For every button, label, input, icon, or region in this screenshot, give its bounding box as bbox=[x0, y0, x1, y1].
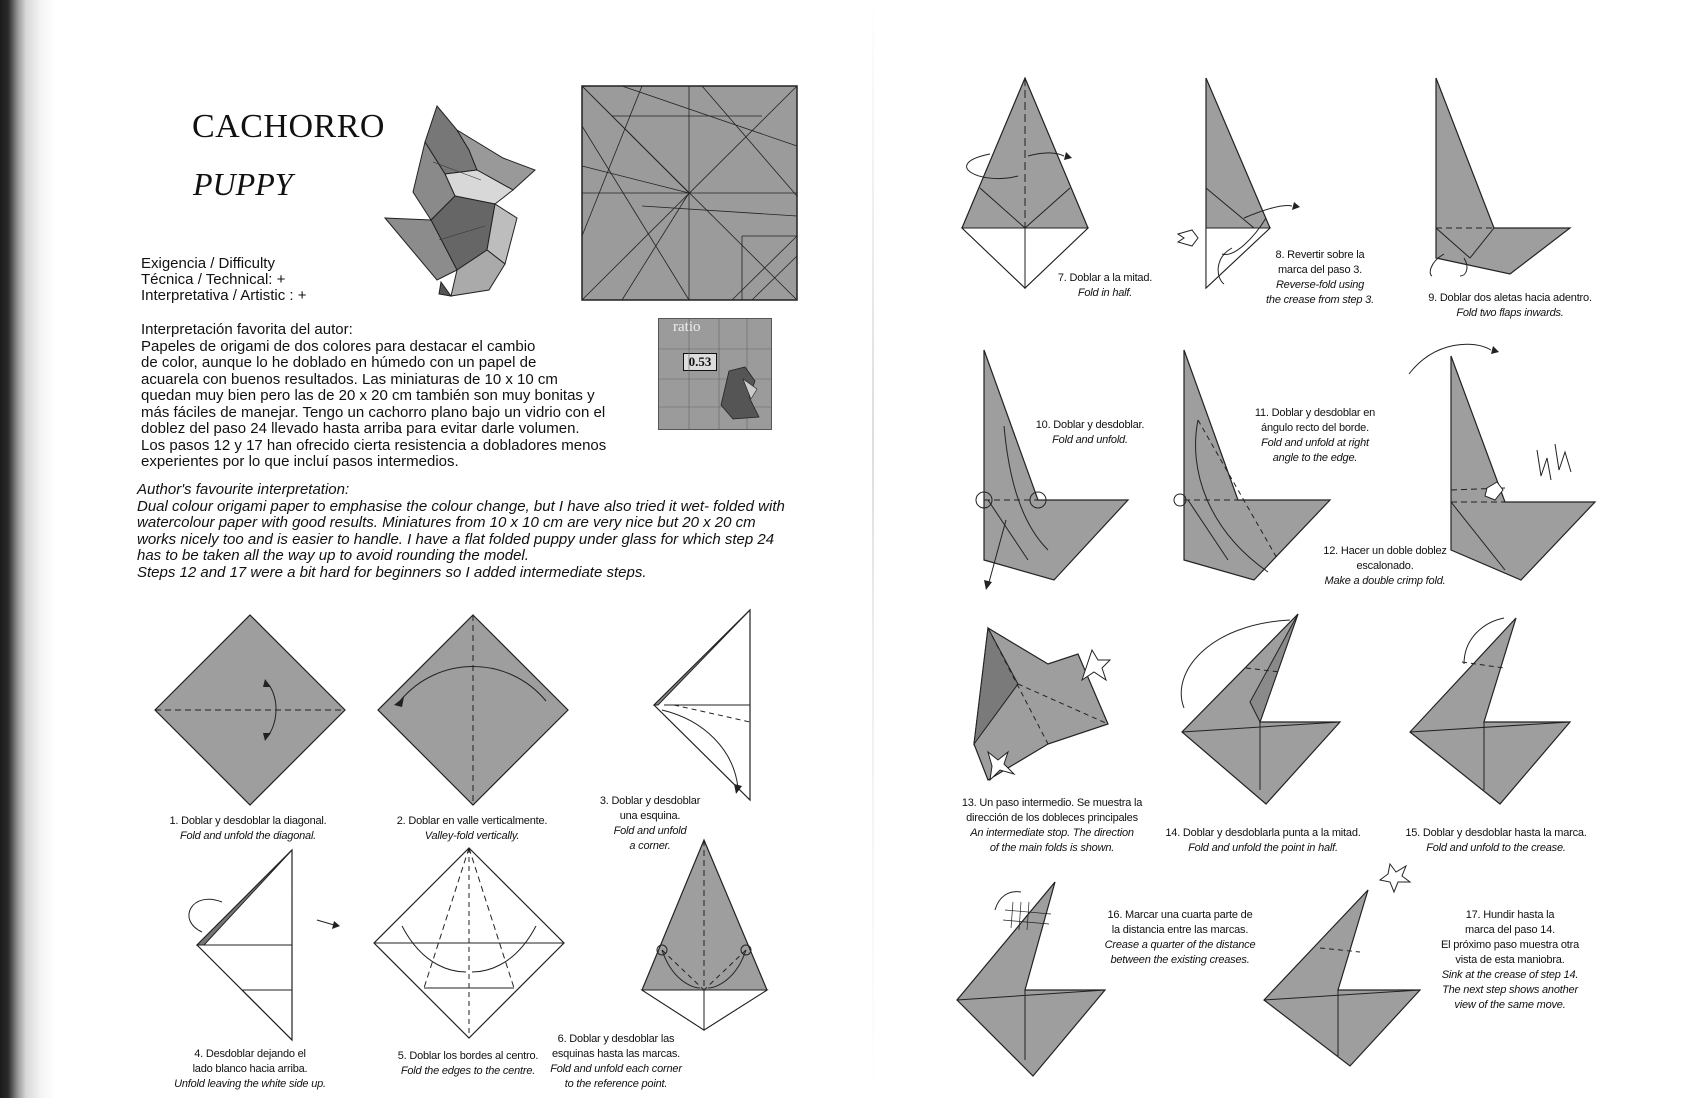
puppy-model-illustration bbox=[385, 100, 555, 300]
text-line: acuarela con buenos resultados. Las miniaturas de 10 x 10 cm bbox=[141, 370, 558, 388]
text-line: más fáciles de manejar. Tengo un cachorro plano bajo un vidrio con el bbox=[141, 403, 606, 421]
step-3-en: a corner. bbox=[629, 840, 671, 852]
step-14-en: Fold and unfold the point in half. bbox=[1188, 842, 1338, 854]
step-8-es: marca del paso 3. bbox=[1277, 264, 1363, 276]
step-15-caption bbox=[1396, 826, 1596, 856]
step-4-es: 4. Desdoblar dejando el bbox=[194, 1048, 306, 1060]
step-4-es: lado blanco hacia arriba. bbox=[192, 1063, 308, 1075]
step-17-en: view of the same move. bbox=[1454, 999, 1566, 1011]
step-15-diagram bbox=[1404, 612, 1584, 812]
step-7-es: 7. Doblar a la mitad. bbox=[1057, 272, 1153, 284]
difficulty-line: Técnica / Technical: + bbox=[141, 271, 286, 288]
step-11-en: angle to the edge. bbox=[1272, 452, 1358, 464]
step-14-caption bbox=[1160, 826, 1366, 856]
step-17-es: marca del paso 14. bbox=[1465, 924, 1555, 936]
ratio-label: ratio bbox=[673, 319, 701, 335]
text-line: de color, aunque lo he doblado en húmedo con un papel de bbox=[141, 354, 537, 371]
ratio-value: 0.53 bbox=[683, 353, 717, 371]
text-line: works nicely too and is easier to handle. I have a flat folded puppy under glass for which step 24 bbox=[137, 530, 775, 548]
difficulty-block bbox=[141, 256, 306, 304]
step-1-en: Fold and unfold the diagonal. bbox=[179, 830, 317, 842]
step-2-diagram bbox=[378, 615, 568, 805]
step-15-es: 15. Doblar y desdoblar hasta la marca. bbox=[1405, 827, 1587, 839]
step-12-es: escalonado. bbox=[1356, 560, 1414, 572]
step-12-en: Make a double crimp fold. bbox=[1324, 575, 1446, 587]
step-4-en: Unfold leaving the white side up. bbox=[174, 1078, 326, 1090]
text-line: Los pasos 12 y 17 han ofrecido cierta resistencia a dobladores menos bbox=[141, 436, 607, 454]
step-12-caption bbox=[1300, 544, 1470, 589]
step-9-en: Fold two flaps inwards. bbox=[1456, 307, 1564, 319]
step-4-diagram bbox=[182, 850, 332, 1040]
step-1-es: 1. Doblar y desdoblar la diagonal. bbox=[169, 815, 327, 827]
step-13-es: dirección de los dobleces principales bbox=[966, 812, 1138, 824]
difficulty-line: Exigencia / Difficulty bbox=[141, 255, 275, 272]
text-line: Papeles de origami de dos colores para destacar el cambio bbox=[141, 337, 536, 355]
page-subtitle: PUPPY bbox=[193, 166, 293, 202]
text-line: quedan muy bien pero las de 20 x 20 cm también son muy bonitas y bbox=[141, 387, 595, 404]
step-16-en: between the existing creases. bbox=[1110, 954, 1250, 966]
text-line: doblez del paso 24 llevado hasta arriba para evitar darle volumen. bbox=[141, 420, 580, 437]
step-2-caption bbox=[372, 814, 572, 844]
step-12-es: 12. Hacer un doble doblez bbox=[1323, 545, 1447, 557]
page-title: CACHORRO bbox=[192, 108, 385, 145]
step-2-es: 2. Doblar en valle verticalmente. bbox=[396, 815, 548, 827]
ratio-inset bbox=[658, 318, 772, 430]
step-9-es: 9. Doblar dos aletas hacia adentro. bbox=[1428, 292, 1592, 304]
step-11-en: Fold and unfold at right bbox=[1261, 437, 1369, 449]
step-8-es: 8. Revertir sobre la bbox=[1275, 249, 1365, 261]
step-10-caption bbox=[1030, 418, 1150, 448]
step-14-diagram bbox=[1170, 612, 1350, 812]
step-17-es: El próximo paso muestra otra bbox=[1440, 939, 1580, 951]
step-6-en: Fold and unfold each corner bbox=[550, 1063, 682, 1075]
text-line: Dual colour origami paper to emphasise the colour change, but I have also tried it wet- folded with bbox=[137, 497, 785, 515]
text-line: watercolour paper with good results. Miniatures from 10 x 10 cm are very nice but 20 x 20 cm bbox=[137, 514, 756, 531]
book-spine-shadow bbox=[0, 0, 55, 1098]
step-6-caption bbox=[522, 1032, 710, 1092]
step-15-en: Fold and unfold to the crease. bbox=[1426, 842, 1566, 854]
step-6-en: to the reference point. bbox=[564, 1078, 668, 1090]
step-3-es: una esquina. bbox=[619, 810, 681, 822]
step-6-es: esquinas hasta las marcas. bbox=[551, 1048, 681, 1060]
step-10-es: 10. Doblar y desdoblar. bbox=[1035, 419, 1145, 431]
difficulty-line: Interpretativa / Artistic : + bbox=[141, 287, 307, 304]
step-13-diagram bbox=[968, 624, 1138, 784]
step-3-diagram bbox=[654, 610, 754, 800]
step-13-en: An intermediate stop. The direction bbox=[970, 827, 1134, 839]
step-10-en: Fold and unfold. bbox=[1052, 434, 1128, 446]
step-1-caption bbox=[148, 814, 348, 844]
spanish-description bbox=[141, 322, 606, 471]
page-gutter bbox=[872, 0, 874, 1098]
text-line: experientes por lo que incluí pasos intermedios. bbox=[141, 453, 459, 470]
step-1-diagram bbox=[155, 615, 345, 805]
step-4-caption bbox=[150, 1047, 350, 1092]
step-7-en: Fold in half. bbox=[1077, 287, 1133, 299]
step-17-diagram bbox=[1260, 860, 1440, 1070]
crease-pattern bbox=[582, 86, 797, 300]
step-16-es: 16. Marcar una cuarta parte de bbox=[1107, 909, 1253, 921]
step-3-en: Fold and unfold bbox=[613, 825, 687, 837]
step-7-diagram bbox=[960, 78, 1090, 288]
step-9-caption bbox=[1420, 291, 1600, 321]
step-3-es: 3. Doblar y desdoblar bbox=[599, 795, 701, 807]
step-11-caption bbox=[1240, 406, 1390, 466]
step-13-es: 13. Un paso intermedio. Se muestra la bbox=[961, 797, 1143, 809]
step-13-en: of the main folds is shown. bbox=[989, 842, 1115, 854]
step-6-diagram bbox=[642, 840, 767, 1030]
step-16-es: la distancia entre las marcas. bbox=[1111, 924, 1249, 936]
step-17-caption bbox=[1430, 908, 1590, 1013]
step-16-caption bbox=[1100, 908, 1260, 968]
step-17-es: vista de esta maniobra. bbox=[1455, 954, 1565, 966]
step-9-diagram bbox=[1420, 78, 1570, 278]
step-6-es: 6. Doblar y desdoblar las bbox=[557, 1033, 675, 1045]
step-17-en: The next step shows another bbox=[1442, 984, 1578, 996]
text-line: has to be taken all the way up to avoid rounding the model. bbox=[137, 547, 529, 564]
ratio-grid bbox=[659, 319, 771, 429]
step-17-en: Sink at the crease of step 14. bbox=[1441, 969, 1579, 981]
step-16-en: Crease a quarter of the distance bbox=[1104, 939, 1256, 951]
step-2-en: Valley-fold vertically. bbox=[424, 830, 520, 842]
step-5-diagram bbox=[374, 848, 564, 1038]
step-8-en: the crease from step 3. bbox=[1266, 294, 1374, 306]
step-13-caption bbox=[952, 796, 1152, 856]
step-17-es: 17. Hundir hasta la bbox=[1465, 909, 1555, 921]
english-description bbox=[137, 482, 785, 581]
english-heading: Author's favourite interpretation: bbox=[137, 481, 350, 498]
step-5-es: 5. Doblar los bordes al centro. bbox=[397, 1050, 539, 1062]
text-line: Steps 12 and 17 were a bit hard for beginners so I added intermediate steps. bbox=[137, 563, 647, 581]
step-5-en: Fold the edges to the centre. bbox=[400, 1065, 536, 1077]
step-8-en: Reverse-fold using bbox=[1275, 279, 1365, 291]
spanish-heading: Interpretación favorita del autor: bbox=[141, 321, 353, 338]
step-14-es: 14. Doblar y desdoblarla punta a la mitad. bbox=[1165, 827, 1361, 839]
step-11-es: ángulo recto del borde. bbox=[1261, 422, 1369, 434]
step-10-diagram bbox=[968, 350, 1128, 590]
step-11-es: 11. Doblar y desdoblar en bbox=[1254, 407, 1376, 419]
step-8-caption bbox=[1250, 248, 1390, 308]
step-7-caption bbox=[1040, 271, 1170, 301]
